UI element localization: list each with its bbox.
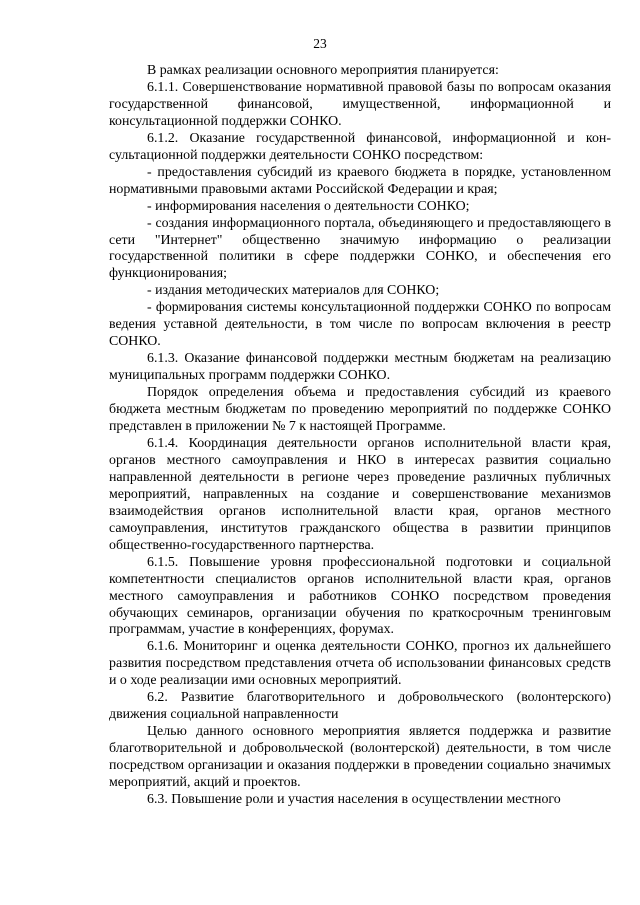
paragraph-6-1-1: 6.1.1. Совершенствование нормативной правовой базы по вопросам оказания государственной финансовой, имущественной, информационной и консультационной поддержки СОНКО. (109, 79, 611, 129)
list-item-subsidies: - предоставления субсидий из краевого бюджета в порядке, установленном нормативными правовыми актами Российской Федерации и края; (109, 164, 611, 197)
paragraph-6-1-6: 6.1.6. Мониторинг и оценка деятельности СОНКО, прогноз их дальнейшего развития посредством представления отчета об использовании финансовых средств и о ходе реализации ими основных мероприятий. (109, 639, 611, 689)
paragraph-6-1-2: 6.1.2. Оказание государственной финансовой, информационной и консультационной поддержки деятельности СОНКО посредством: (109, 130, 611, 163)
paragraph-6-1-5: 6.1.5. Повышение уровня профессиональной подготовки и социальной компетентности специалистов органов исполнительной власти края, органов местного самоуправления и работников СОНКО посредством проведения обучающих семинаров, организации обучения по краткосрочным тренинговым программам, участие в конференциях, форумах. (109, 554, 611, 638)
page-number: 23 (313, 36, 327, 51)
paragraph-6-1-4: 6.1.4. Координация деятельности органов исполнительной власти края, органов местного самоуправления и НКО в интересах развития социально направленной деятельности в регионе через проведение различных публичных мероприятий, направленных на создание и совершенствование механизмов взаимодействия органов исполнительной власти края, органов местного самоуправления, институтов гражданского общества в развитии принципов общественно-государственного партнерства. (109, 435, 611, 553)
paragraph-6-1-3: 6.1.3. Оказание финансовой поддержки местным бюджетам на реализацию муниципальных программ поддержки СОНКО. (109, 351, 611, 384)
paragraph-6-2-goal: Целью данного основного мероприятия является поддержка и развитие благотворительной и добровольческой (волонтерской) деятельности, в том числе посредством организации и оказания поддержки в проведении социально значимых мероприятий, акций и проектов. (109, 724, 611, 791)
paragraph-6-2: 6.2. Развитие благотворительного и добровольческого (волонтерского) движения социальной направленности (109, 690, 611, 723)
list-item-publications: - издания методических материалов для СОНКО; (147, 283, 440, 299)
paragraph-6-3: 6.3. Повышение роли и участия населения в осуществлении местного (147, 791, 561, 807)
document-body (109, 63, 611, 809)
list-item-consulting: - формирования системы консультационной поддержки СОНКО по вопросам ведения уставной деятельности, в том числе по вопросам включения в реестр СОНКО. (109, 300, 611, 350)
paragraph-subsidy-procedure: Порядок определения объема и предоставления субсидий из краевого бюджета местным бюджетам по проведению мероприятий по поддержке СОНКО представлен в приложении № 7 к настоящей Программе. (109, 385, 611, 435)
paragraph-intro: В рамках реализации основного мероприятия планируется: (147, 63, 499, 78)
list-item-portal: - создания информационного портала, объединяющего и предоставляющего в сети "Интернет" общественно значимую информацию о реализации государственной политики в сфере поддержки СОНКО, и обеспечения его функционирования; (109, 215, 611, 282)
list-item-informing: - информирования населения о деятельности СОНКО; (147, 198, 470, 214)
